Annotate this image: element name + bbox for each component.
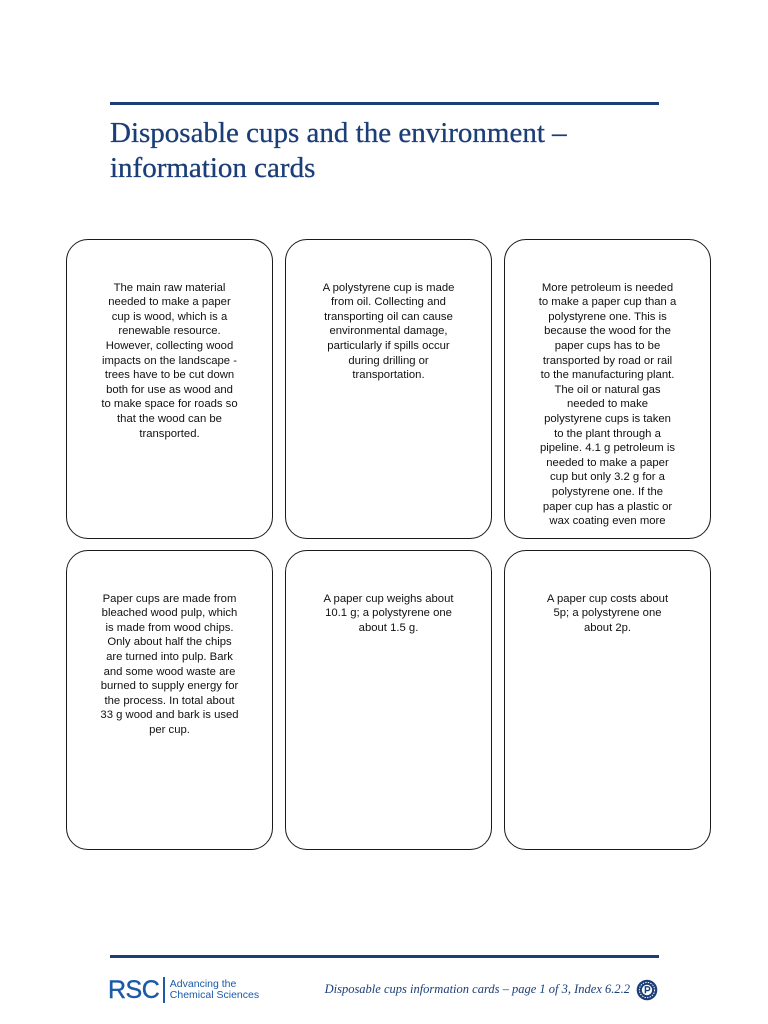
card-text: A paper cup weighs about 10.1 g; a polystyrene one about 1.5 g. — [323, 592, 454, 634]
publication-badge-icon — [636, 979, 658, 1001]
card-text: A polystyrene cup is made from oil. Collecting and transporting oil can cause environmental damage, particularly if spills occur during drilling or transportation. — [322, 281, 455, 382]
footer-caption: Disposable cups information cards – page 1 of 3, Index 6.2.2 — [324, 982, 630, 996]
tagline-line-1: Advancing the — [169, 977, 237, 990]
card-text: The main raw material needed to make a paper cup is wood, which is a renewable resource. However, collecting wood impacts on the landscape - trees have to be cut down both for use as wood and to make space for roads so that the wood can be transported. — [101, 281, 238, 440]
info-card — [504, 550, 711, 850]
logo-divider — [163, 977, 165, 1003]
rsc-tagline — [170, 979, 259, 1002]
footer-rule — [110, 955, 659, 958]
card-text: A paper cup costs about 5p; a polystyrene one about 2p. — [546, 592, 669, 634]
page-title: Disposable cups and the environment – information cards — [110, 117, 567, 184]
info-card — [66, 550, 273, 850]
tagline-line-2: Chemical Sciences — [169, 989, 260, 1001]
info-card — [285, 550, 492, 850]
rsc-logo — [108, 975, 259, 1005]
header-rule — [110, 102, 659, 105]
info-card — [66, 239, 273, 539]
card-text: More petroleum is needed to make a paper cup than a polystyrene one. This is because the wood for the paper cups has to be transported by road or rail to the manufacturing plant. The oil or natural gas needed to make polystyrene cups is taken to the plant through a pipeline. 4.1 g petroleum is needed to make a paper cup but only 3.2 g for a polystyrene one. If the paper cup has a plastic or wax coating even more — [538, 281, 677, 528]
info-card — [504, 239, 711, 539]
info-card — [285, 239, 492, 539]
rsc-logo-text: RSC — [108, 976, 160, 1004]
card-text: Paper cups are made from bleached wood pulp, which is made from wood chips. Only about half the chips are turned into pulp. Bark and some wood waste are burned to supply energy for the process. In total about 33 g wood and bark is used per cup. — [100, 592, 239, 736]
